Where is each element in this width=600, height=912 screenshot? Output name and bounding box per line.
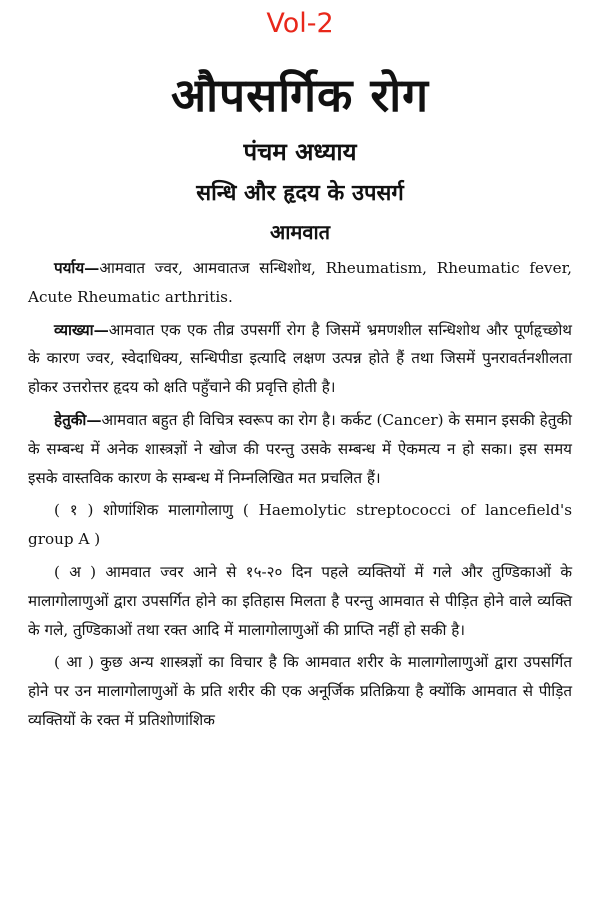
paragraph-term: पर्याय— xyxy=(54,259,100,277)
paragraph-text: आमवात बहुत ही विचित्र स्वरूप का रोग है। कर्कट (Cancer) के समान इसकी हेतुकी के सम्बन्ध में अनेक शास्त्रज्ञों ने खोज की परन्तु उसके सम्बन्ध में ऐकमत्य न हो सका। इस समय इसके वास्तविक कारण के सम्बन्ध में निम्नलिखित मत प्रचलित हैं। xyxy=(28,410,572,487)
paragraph-text: आमवात ज्वर, आमवातज सन्धिशोथ, Rheumatism, Rheumatic fever, Acute Rheumatic arthritis. xyxy=(28,259,572,306)
paragraph-text: आमवात एक एक तीव्र उपसर्गी रोग है जिसमें भ्रमणशील सन्धिशोथ और पूर्णहृच्छोथ के कारण ज्वर, स्वेदाधिक्य, सन्धिपीडा इत्यादि लक्षण उत्पन्न होते हैं तथा जिसमें पुनरावर्तनशीलता होकर उत्तरोत्तर हृदय को क्षति पहुँचाने की प्रवृत्ति होती है। xyxy=(28,320,572,397)
chapter-subtitle: सन्धि और हृदय के उपसर्ग xyxy=(196,180,404,206)
paragraph-text: ( अ ) आमवात ज्वर आने से १५-२० दिन पहले व्यक्तियों में गले और तुण्डिकाओं के मालागोलाणुओं द्वारा उपसर्गित होने का इतिहास मिलता है परन्तु आमवात से पीड़ित होने वाले व्यक्ति के गले, तुण्डिकाओं तथा रक्त आदि में मालागोलाणुओं की प्राप्ति नहीं हो सकी है। xyxy=(28,562,572,639)
page-title: औपसर्गिक रोग xyxy=(170,68,430,122)
volume-label: Vol-2 xyxy=(266,8,334,39)
paragraph-text: ( आ ) कुछ अन्य शास्त्रज्ञों का विचार है कि आमवात शरीर के मालागोलाणुओं द्वारा उपसर्गित होने पर उन मालागोलाणुओं के प्रति शरीर की एक अनूर्जिक प्रतिक्रिया है क्योंकि आमवात से पीड़ित व्यक्तियों के रक्त में प्रतिशोणांशिक xyxy=(28,653,572,729)
paragraph-point-aa xyxy=(28,648,572,734)
paragraph-synonyms xyxy=(28,254,572,312)
paragraph-definition xyxy=(28,316,572,402)
paragraph-text: ( १ ) शोणांशिक मालागोलाणु ( Haemolytic streptococci of lancefield's group A ) xyxy=(28,501,572,549)
paragraph-etiology xyxy=(28,406,572,492)
paragraph-point-1 xyxy=(28,496,572,554)
chapter-heading: पंचम अध्याय xyxy=(243,137,357,166)
paragraph-term: व्याख्या— xyxy=(54,320,109,339)
paragraph-term: हेतुकी— xyxy=(54,410,102,429)
paragraph-point-a xyxy=(28,558,572,644)
section-heading: आमवात xyxy=(269,220,331,244)
